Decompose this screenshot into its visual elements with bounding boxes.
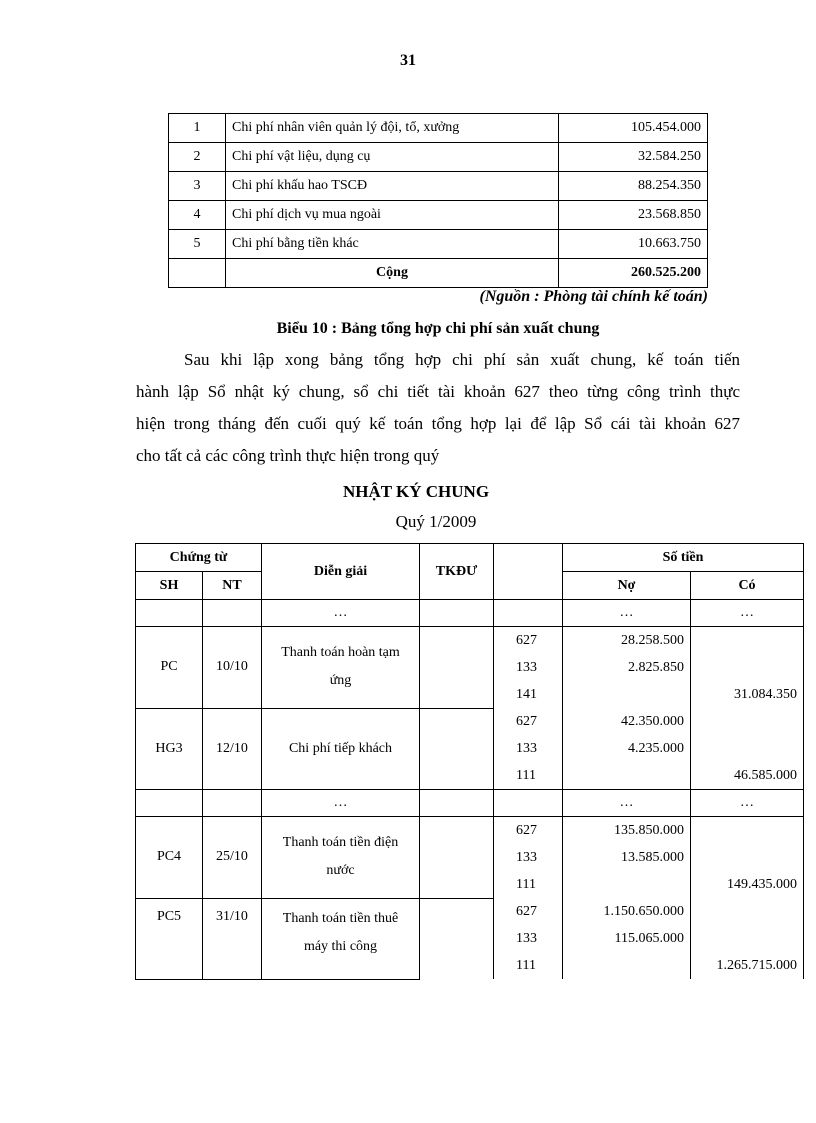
account-number: 111	[516, 876, 536, 892]
sh-header: SH	[136, 572, 203, 600]
expense-summary-table	[168, 113, 708, 288]
empty-cell	[494, 600, 563, 627]
body-paragraph	[136, 344, 740, 472]
voucher-nt: 25/10	[203, 817, 262, 899]
ellipsis: …	[262, 600, 420, 627]
empty-cell	[420, 600, 494, 627]
ellipsis: …	[563, 600, 691, 627]
general-journal-table	[135, 543, 804, 980]
empty-cell	[494, 790, 563, 817]
expense-amount: 32.584.250	[559, 143, 708, 172]
row-number: 4	[169, 201, 226, 230]
journal-title: NHẬT KÝ CHUNG	[342, 482, 490, 501]
credit-amount	[691, 817, 804, 845]
credit-amount	[691, 844, 804, 871]
expense-name: Chi phí bằng tiền khác	[226, 230, 559, 259]
summary-row	[169, 201, 708, 230]
debit-amount	[563, 952, 691, 979]
expense-name: Chi phí vật liệu, dụng cụ	[226, 143, 559, 172]
paragraph-line: hành lập Sổ nhật ký chung, sổ chi tiết tài khoản 627 theo từng công trình thực	[136, 382, 740, 401]
debit-amount: 42.350.000	[563, 708, 691, 735]
row-number: 1	[169, 114, 226, 143]
debit-header: Nợ	[563, 572, 691, 600]
debit-amount: 2.825.850	[563, 654, 691, 681]
row-number: 2	[169, 143, 226, 172]
tkdu-cell	[420, 817, 494, 899]
journal-line	[136, 708, 804, 735]
account-number: 133	[516, 849, 537, 865]
ellipsis-row	[136, 790, 804, 817]
tkdu-cell	[420, 627, 494, 709]
debit-amount	[563, 681, 691, 708]
summary-total-row	[169, 259, 708, 288]
ellipsis-row	[136, 600, 804, 627]
description-line: Thanh toán tiền thuê	[282, 910, 399, 926]
credit-amount: 46.585.000	[691, 762, 804, 790]
account-number: 627	[516, 903, 537, 919]
ellipsis: …	[262, 790, 420, 817]
debit-amount: 4.235.000	[563, 735, 691, 762]
voucher-sh: PC5	[136, 898, 203, 979]
description-line: máy thi công	[303, 938, 378, 954]
expense-amount: 10.663.750	[559, 230, 708, 259]
ellipsis: …	[691, 600, 804, 627]
debit-amount	[563, 871, 691, 898]
summary-row	[169, 172, 708, 201]
empty-cell	[203, 600, 262, 627]
account-number: 627	[516, 713, 537, 729]
expense-amount: 23.568.850	[559, 201, 708, 230]
account-number: 111	[516, 957, 536, 973]
summary-row	[169, 114, 708, 143]
empty-cell	[136, 600, 203, 627]
credit-amount	[691, 627, 804, 655]
description-line: Chi phí tiếp khách	[288, 740, 393, 756]
credit-header: Có	[691, 572, 804, 600]
paragraph-line: Sau khi lập xong bảng tổng hợp chi phí sản xuất chung, kế toán tiến	[184, 350, 740, 369]
account-number: 141	[516, 686, 537, 702]
account-number: 627	[516, 632, 537, 648]
voucher-nt: 12/10	[203, 708, 262, 790]
voucher-nt: 10/10	[203, 627, 262, 709]
row-number: 5	[169, 230, 226, 259]
ellipsis: …	[691, 790, 804, 817]
row-number: 3	[169, 172, 226, 201]
summary-row	[169, 143, 708, 172]
journal-line	[136, 627, 804, 655]
credit-amount: 149.435.000	[691, 871, 804, 898]
journal-description	[262, 898, 420, 979]
paragraph-line: hiện trong tháng đến cuối quý kế toán tổng hợp lại để lập Sổ cái tài khoản 627	[136, 414, 740, 433]
journal-description	[262, 708, 420, 790]
nt-header: NT	[203, 572, 262, 600]
total-label: Cộng	[226, 259, 559, 288]
journal-period: Quý 1/2009	[395, 512, 477, 531]
credit-amount	[691, 654, 804, 681]
tkdu-header: TKĐƯ	[420, 544, 494, 600]
page-number: 31	[400, 52, 416, 69]
credit-amount	[691, 708, 804, 735]
description-line: Thanh toán tiền điện	[282, 835, 399, 851]
total-amount: 260.525.200	[559, 259, 708, 288]
account-header	[494, 544, 563, 600]
account-number: 111	[516, 767, 536, 783]
voucher-nt: 31/10	[203, 898, 262, 979]
voucher-sh: PC4	[136, 817, 203, 899]
journal-line	[136, 817, 804, 845]
journal-description	[262, 627, 420, 709]
expense-name: Chi phí nhân viên quản lý đội, tổ, xưởng	[226, 114, 559, 143]
paragraph-line: cho tất cả các công trình thực hiện trong quý	[136, 446, 440, 465]
credit-amount: 31.084.350	[691, 681, 804, 708]
description-header: Diễn giải	[262, 544, 420, 600]
debit-amount	[563, 762, 691, 790]
table-caption: Biểu 10 : Bảng tổng hợp chi phí sản xuất chung	[276, 320, 600, 337]
expense-amount: 105.454.000	[559, 114, 708, 143]
description-line: ứng	[329, 673, 352, 689]
empty-cell	[420, 790, 494, 817]
debit-amount: 135.850.000	[563, 817, 691, 845]
credit-amount	[691, 735, 804, 762]
debit-amount: 1.150.650.000	[563, 898, 691, 925]
voucher-sh: PC	[136, 627, 203, 709]
total-empty-cell	[169, 259, 226, 288]
credit-amount	[691, 925, 804, 952]
ellipsis: …	[563, 790, 691, 817]
debit-amount: 115.065.000	[563, 925, 691, 952]
empty-cell	[136, 790, 203, 817]
expense-name: Chi phí khấu hao TSCĐ	[226, 172, 559, 201]
description-line: nước	[326, 863, 355, 879]
account-number: 133	[516, 659, 537, 675]
journal-description	[262, 817, 420, 899]
summary-row	[169, 230, 708, 259]
journal-line	[136, 898, 804, 925]
voucher-sh: HG3	[136, 708, 203, 790]
expense-name: Chi phí dịch vụ mua ngoài	[226, 201, 559, 230]
amount-header: Số tiền	[563, 544, 804, 572]
account-number: 627	[516, 822, 537, 838]
credit-amount	[691, 898, 804, 925]
debit-amount: 13.585.000	[563, 844, 691, 871]
tkdu-cell	[420, 708, 494, 790]
debit-amount: 28.258.500	[563, 627, 691, 655]
account-number: 133	[516, 930, 537, 946]
account-number: 133	[516, 740, 537, 756]
description-line: Thanh toán hoàn tạm	[281, 645, 400, 661]
empty-cell	[203, 790, 262, 817]
source-note: (Nguồn : Phòng tài chính kế toán)	[479, 288, 708, 305]
credit-amount: 1.265.715.000	[691, 952, 804, 979]
expense-amount: 88.254.350	[559, 172, 708, 201]
tkdu-cell	[420, 898, 494, 979]
voucher-header: Chứng từ	[136, 544, 262, 572]
